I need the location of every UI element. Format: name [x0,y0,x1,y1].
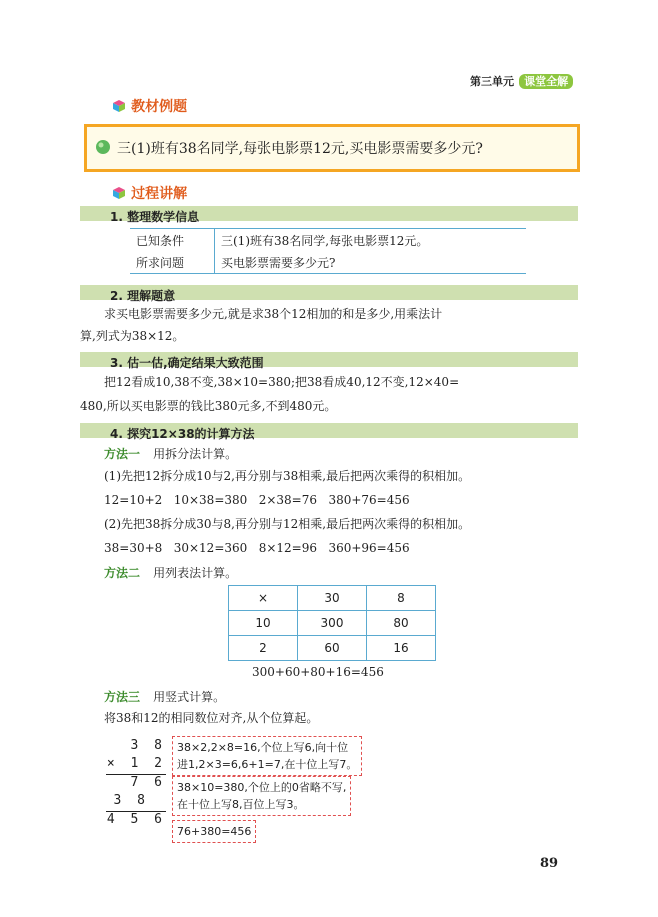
step4-bar [80,423,578,441]
table-row [229,636,436,661]
vertical-calc [106,738,166,830]
table-row [229,611,436,636]
process-title: 过程讲解 [131,186,188,202]
cube-icon [112,186,126,200]
note-line: 38×10=380,个位上的0省略不写, [177,781,347,794]
step3-line1: 把12看成10,38不变,38×10=380;把38看成40,12不变,12×40= [104,375,460,389]
info-table-wrap [130,228,526,274]
method1-line1: (1)先把12拆分成10与2,再分别与38相乘,最后把两次乘得的积相加。 [104,469,471,483]
method1-line2: 12=10+2 10×38=380 2×38=76 380+76=456 [104,493,410,507]
example-section-title [112,96,187,116]
step1-title: 1. 整理数学信息 [110,210,200,224]
method1-label: 方法一 [104,447,141,461]
table-row [130,229,434,251]
step1-bar [80,206,578,224]
method2-label: 方法二 [104,566,141,580]
vertical-row: × 1 2 [106,756,166,775]
note-step2 [172,776,351,816]
note-line: 进1,2×3=6,6+1=7,在十位上写7。 [177,758,358,771]
table-row [229,586,436,611]
table-cell: 60 [298,636,367,661]
info-table [130,229,434,273]
table-row [130,251,434,273]
note-step1 [172,736,362,776]
note-step3 [172,820,256,843]
green-dot-icon [95,139,111,155]
vertical-row: 4 5 6 [106,812,166,827]
process-section-title [112,183,187,203]
method3-label: 方法三 [104,690,141,704]
method3-intro: 将38和12的相同数位对齐,从个位算起。 [104,711,319,725]
table-cell: 10 [229,611,298,636]
page-number: 89 [540,856,559,871]
step3-line2: 480,所以买电影票的钱比380元多,不到480元。 [80,399,337,413]
vertical-row: 7 6 [130,775,166,790]
vertical-row: 3 8 [106,793,166,812]
step2-title: 2. 理解题意 [110,289,176,303]
method3-desc: 用竖式计算。 [153,690,226,704]
info-label: 已知条件 [130,229,215,251]
example-problem: 三(1)班有38名同学,每张电影票12元,买电影票需要多少元? [117,141,483,157]
unit-badge: 课堂全解 [519,74,573,89]
step2-bar [80,285,578,303]
method1-desc: 用拆分法计算。 [153,447,238,461]
multiplication-table [228,585,436,661]
method2-header [104,562,237,583]
step3-title: 3. 估一估,确定结果大致范围 [110,356,264,370]
table-cell: 2 [229,636,298,661]
unit-label: 第三单元 [470,75,514,88]
note-line: 在十位上写8,百位上写3。 [177,798,305,811]
info-label: 所求问题 [130,251,215,273]
cube-icon [112,99,126,113]
table-cell: 30 [298,586,367,611]
table-cell: 8 [367,586,436,611]
table-cell: 16 [367,636,436,661]
method2-desc: 用列表法计算。 [153,566,238,580]
example-box [84,124,580,172]
table-cell: 300 [298,611,367,636]
method1-line4: 38=30+8 30×12=360 8×12=96 360+96=456 [104,541,410,555]
note-line: 76+380=456 [177,825,252,838]
method1-line3: (2)先把38拆分成30与8,再分别与12相乘,最后把两次乘得的积相加。 [104,517,471,531]
table-cell: × [229,586,298,611]
method1-header [104,443,237,464]
note-line: 38×2,2×8=16,个位上写6,向十位 [177,741,349,754]
info-value: 三(1)班有38名同学,每张电影票12元。 [221,233,429,248]
info-value: 买电影票需要多少元? [221,255,336,270]
step2-line1: 求买电影票需要多少元,就是求38个12相加的和是多少,用乘法计 [104,307,443,321]
method2-sum: 300+60+80+16=456 [252,665,384,679]
step4-title: 4. 探究12×38的计算方法 [110,427,255,441]
step2-line2: 算,列式为38×12。 [80,329,185,343]
vertical-row: 3 8 [130,738,166,753]
method3-header [104,686,225,707]
example-title: 教材例题 [131,99,188,115]
step3-bar [80,352,578,370]
table-cell: 80 [367,611,436,636]
header [470,70,573,89]
